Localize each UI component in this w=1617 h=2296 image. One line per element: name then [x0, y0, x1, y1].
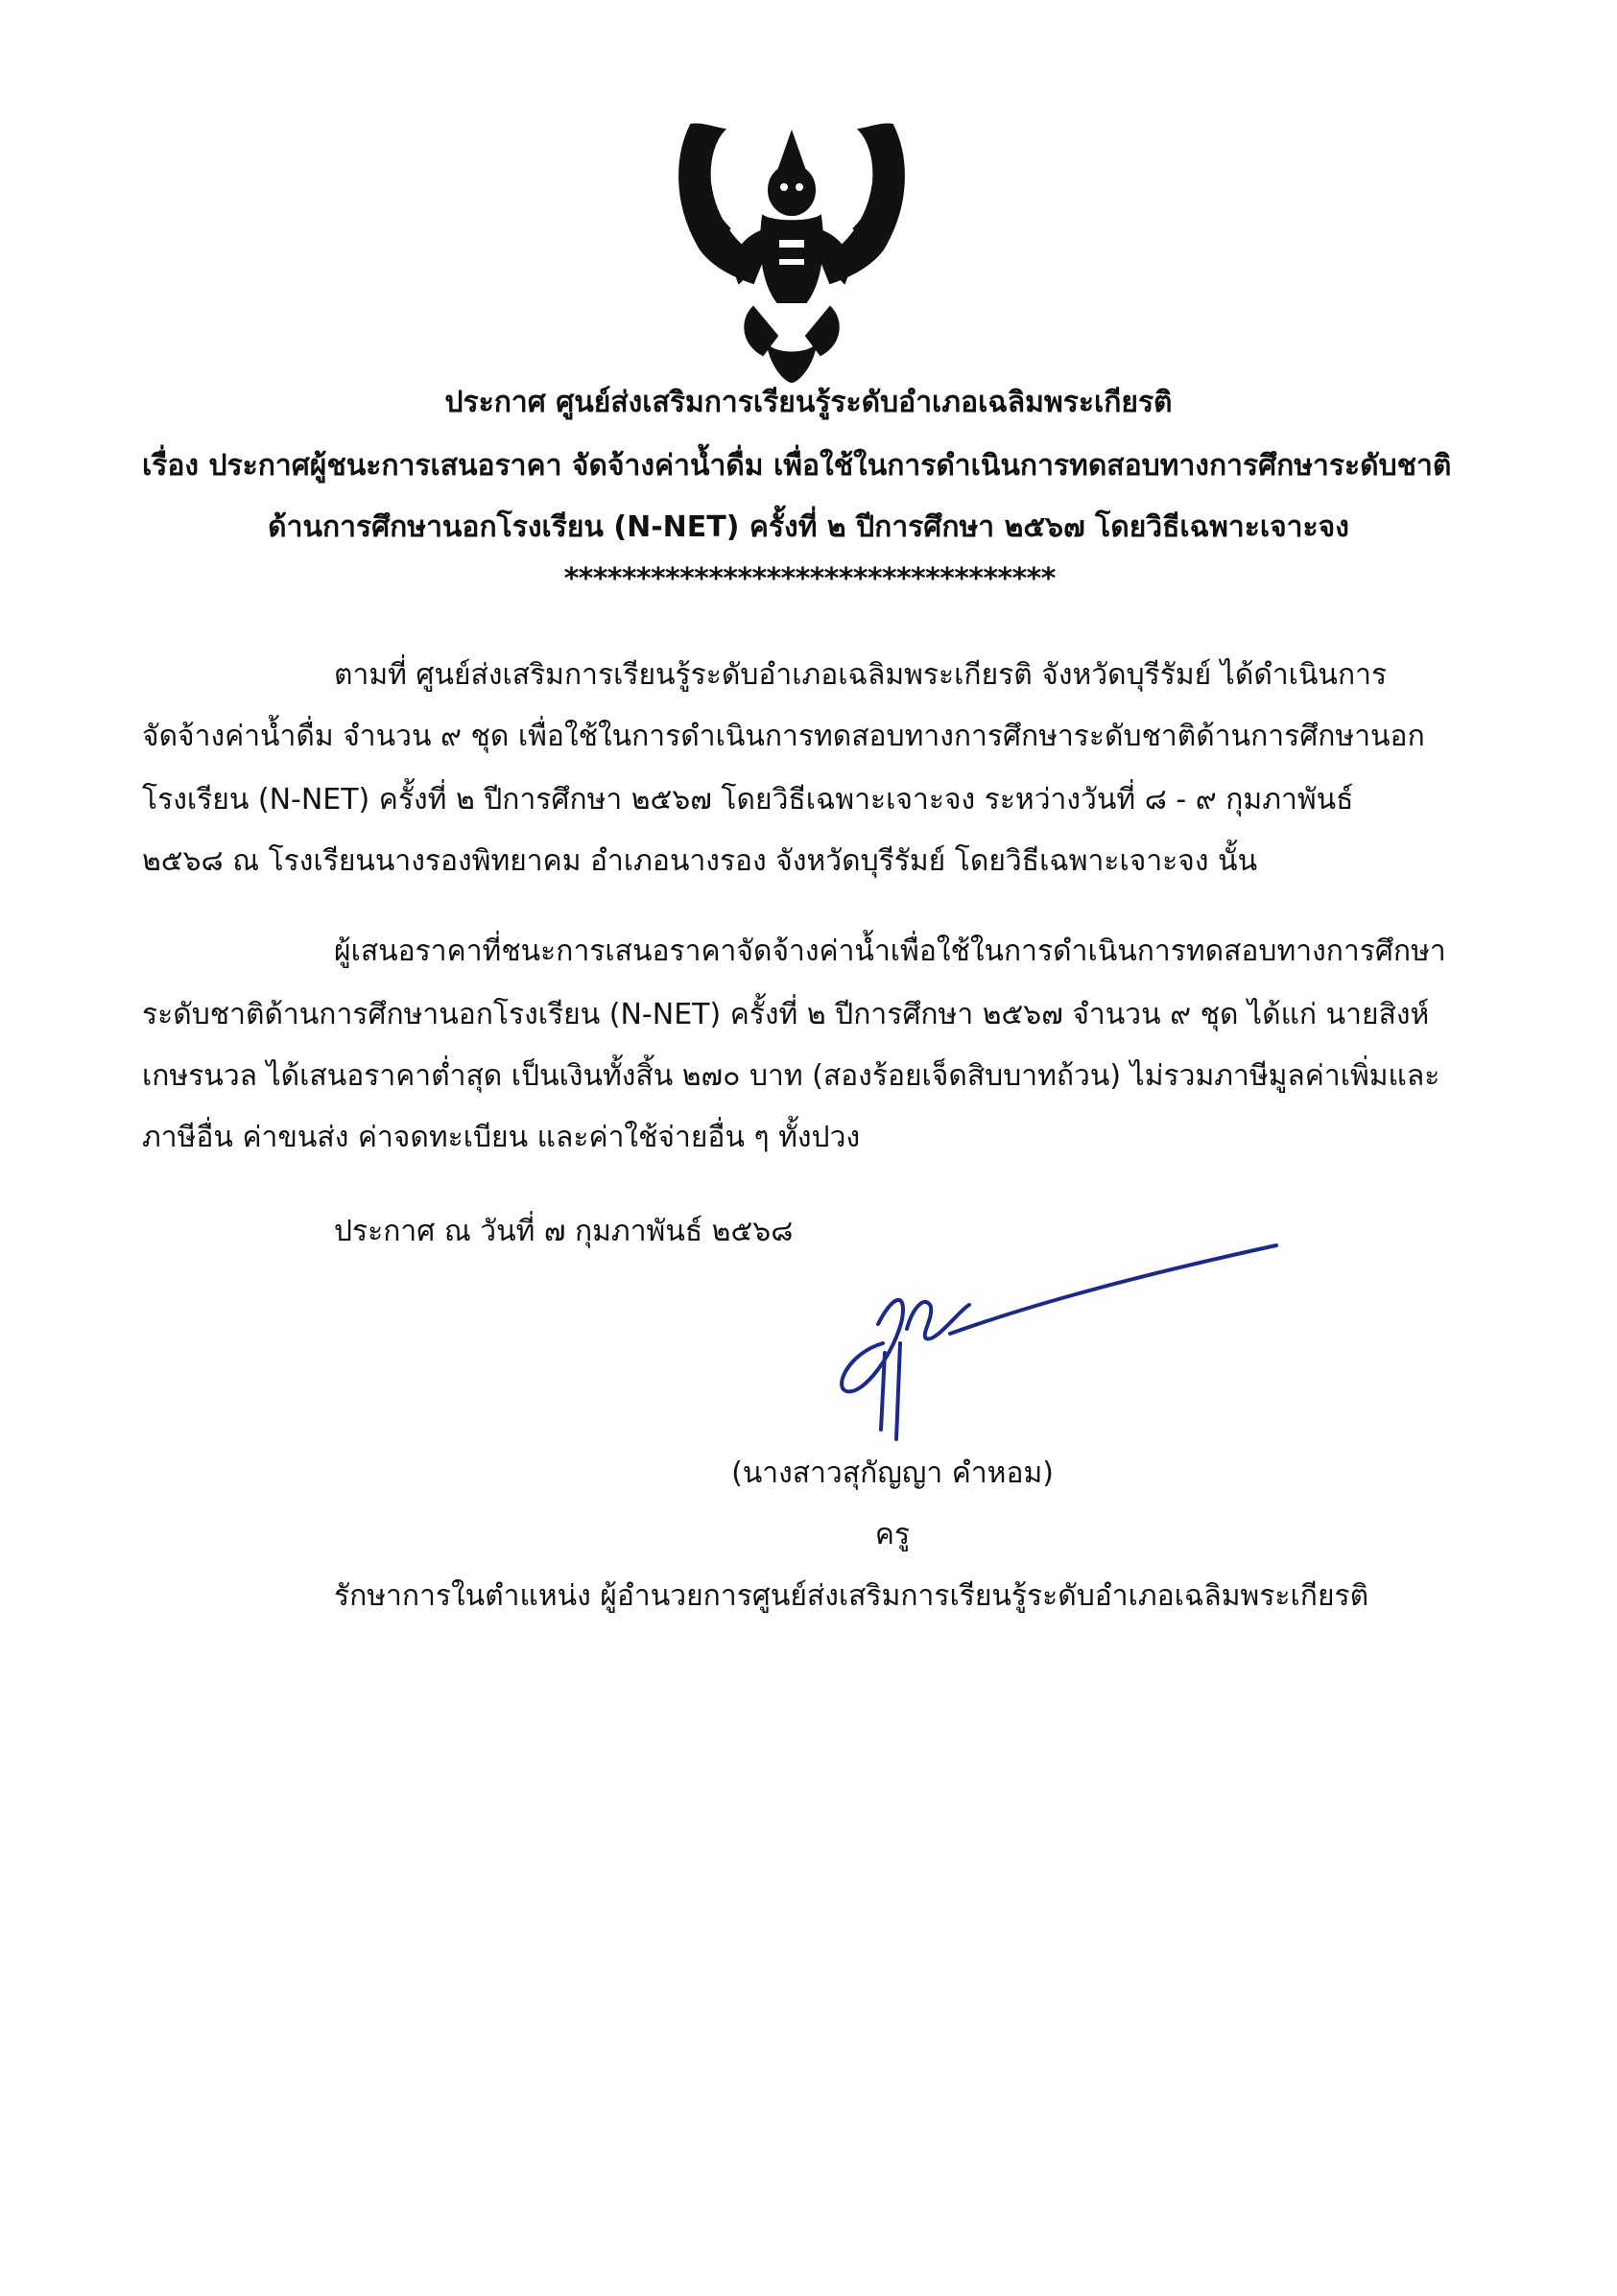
announcement-subject-cont: ด้านการศึกษานอกโรงเรียน (N-NET) ครั้งที่ ๒ ปีการศึกษา ๒๕๖๗ โดยวิธีเฉพาะเจาะจง [268, 510, 1349, 544]
signatory-title: ครู [874, 1518, 911, 1551]
announcement-subject: เรื่อง ประกาศผู้ชนะการเสนอราคา จัดจ้างค่าน้ำดื่ม เพื่อใช้ในการดำเนินการทดสอบทางการศึกษาระดับชาติ [142, 449, 1452, 483]
paragraph1-line1: ตามที่ ศูนย์ส่งเสริมการเรียนรู้ระดับอำเภอเฉลิมพระเกียรติ จังหวัดบุรีรัมย์ ได้ดำเนินการ [334, 658, 1388, 692]
paragraph2-line2: ระดับชาติด้านการศึกษานอกโรงเรียน (N-NET) ครั้งที่ ๒ ปีการศึกษา ๒๕๖๗ จำนวน ๙ ชุด ได้แก่ นายสิงห์ [142, 998, 1430, 1031]
announcement-heading: ประกาศ ศูนย์ส่งเสริมการเรียนรู้ระดับอำเภอเฉลิมพระเกียรติ [444, 386, 1173, 419]
signatory-position: รักษาการในตำแหน่ง ผู้อำนวยการศูนย์ส่งเสริมการเรียนรู้ระดับอำเภอเฉลิมพระเกียรติ [334, 1579, 1369, 1613]
signatory-name: (นางสาวสุกัญญา คำหอม) [731, 1456, 1054, 1490]
paragraph1-line4: ๒๕๖๘ ณ โรงเรียนนางรองพิทยาคม อำเภอนางรอง จังหวัดบุรีรัมย์ โดยวิธีเฉพาะเจาะจง นั้น [142, 844, 1258, 878]
paragraph2-line4: ภาษีอื่น ค่าขนส่ง ค่าจดทะเบียน และค่าใช้จ่ายอื่น ๆ ทั้งปวง [142, 1121, 861, 1154]
paragraph2-line1: ผู้เสนอราคาที่ชนะการเสนอราคาจัดจ้างค่าน้ำเพื่อใช้ในการดำเนินการทดสอบทางการศึกษา [334, 935, 1446, 968]
paragraph1-line2: จัดจ้างค่าน้ำดื่ม จำนวน ๙ ชุด เพื่อใช้ในการดำเนินการทดสอบทางการศึกษาระดับชาติด้านการศึกษานอก [142, 720, 1425, 753]
paragraph1-line3: โรงเรียน (N-NET) ครั้งที่ ๒ ปีการศึกษา ๒๕๖๗ โดยวิธีเฉพาะเจาะจง ระหว่างวันที่ ๘ - ๙ กุมภาพันธ์ [142, 783, 1354, 817]
paragraph2-line3: เกษรนวล ได้เสนอราคาต่ำสุด เป็นเงินทั้งสิ้น ๒๗๐ บาท (สองร้อยเจ็ดสิบบาทถ้วน) ไม่รวมภาษีมูลค่าเพิ่มและ [142, 1059, 1440, 1093]
signature-icon [825, 1238, 1286, 1458]
announcement-date: ประกาศ ณ วันที่ ๗ กุมภาพันธ์ ๒๕๖๘ [334, 1215, 794, 1248]
garuda-emblem-icon [672, 115, 912, 384]
header-separator: ********************************** [562, 562, 1055, 596]
